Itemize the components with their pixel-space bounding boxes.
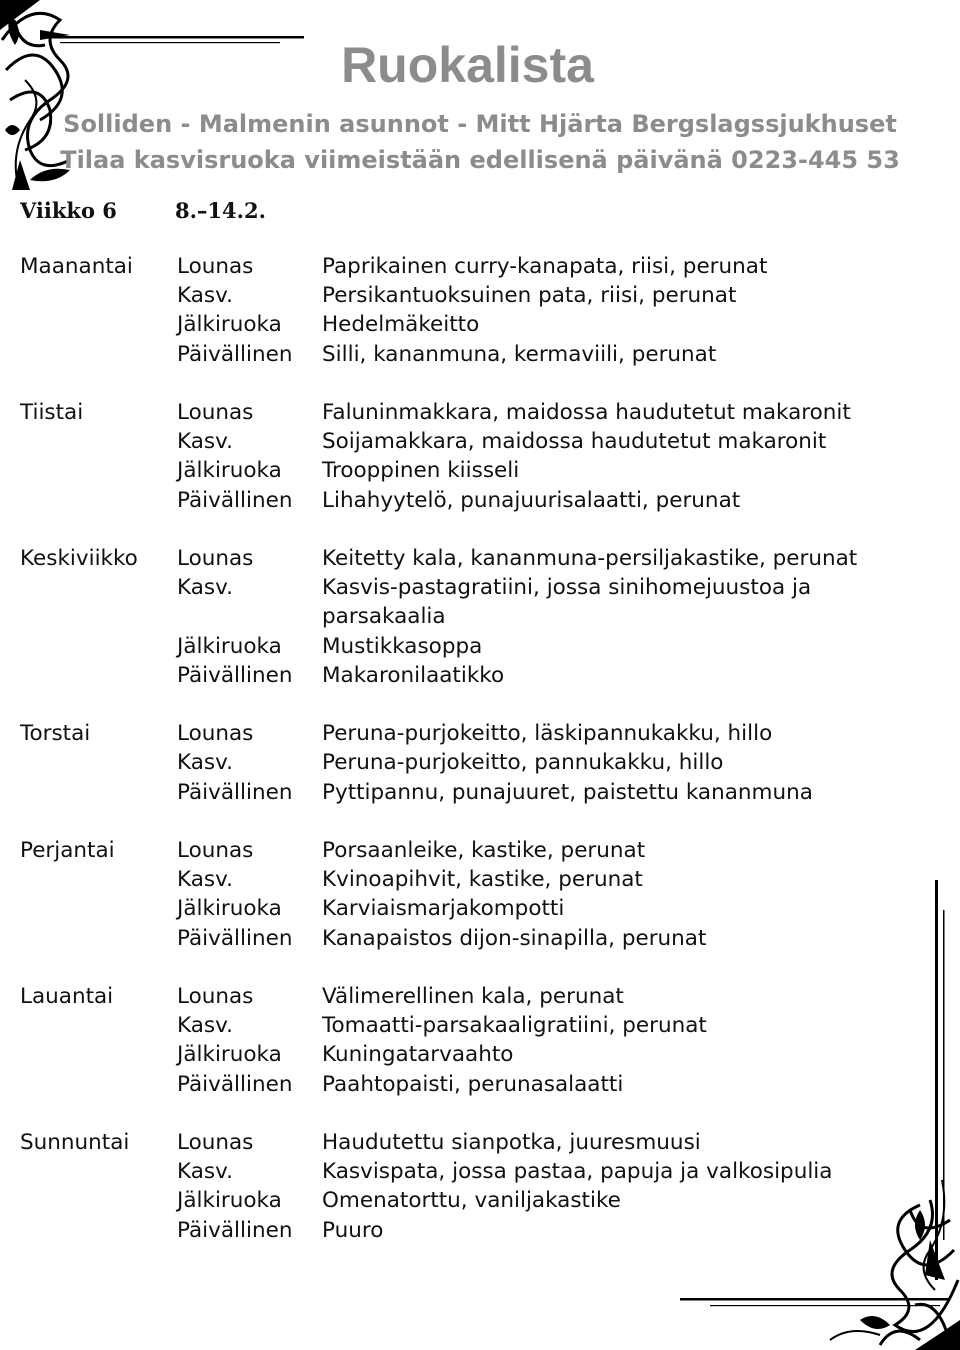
meal-row: [20, 632, 940, 661]
day-section: [20, 982, 940, 1099]
meal-row: [20, 748, 940, 777]
meal-type: Jälkiruoka: [177, 633, 282, 659]
meal-row: [20, 982, 940, 1011]
dish-description: Makaronilaatikko: [322, 662, 505, 688]
meal-type: Päivällinen: [177, 1071, 293, 1097]
dish-description: Silli, kananmuna, kermaviili, perunat: [322, 341, 717, 367]
meal-row: [20, 456, 940, 485]
dish-description: Karviaismarjakompotti: [322, 896, 565, 922]
meal-type: Kasv.: [177, 867, 233, 893]
meal-row: [20, 486, 940, 515]
meal-row: [20, 252, 940, 281]
day-name: Keskiviikko: [20, 546, 138, 571]
meal-type: Lounas: [177, 546, 254, 571]
dish-description: Paprikainen curry-kanapata, riisi, perunat: [322, 254, 768, 279]
dish-description: Kasvispata, jossa pastaa, papuja ja valkosipulia: [322, 1159, 833, 1185]
meal-row: [20, 398, 940, 427]
dish-description: Omenatorttu, vaniljakastike: [322, 1188, 621, 1214]
dish-description: Faluninmakkara, maidossa haudutetut makaronit: [322, 400, 851, 425]
meal-type: Lounas: [177, 254, 254, 279]
meal-type: Kasv.: [177, 1013, 233, 1039]
day-name: Tiistai: [20, 400, 84, 425]
dish-description: Porsaanleike, kastike, perunat: [322, 838, 646, 863]
meal-type: Päivällinen: [177, 662, 293, 688]
page-title: Ruokalista: [341, 37, 594, 93]
dish-description: Kuningatarvaahto: [322, 1042, 514, 1068]
day-name: Lauantai: [20, 984, 114, 1009]
meal-type: Jälkiruoka: [177, 1188, 282, 1214]
meal-row: [20, 427, 940, 456]
meal-row: [20, 778, 940, 807]
meal-row: [20, 1186, 940, 1215]
meal-row: [20, 310, 940, 339]
week-label: Viikko 6: [20, 198, 117, 223]
meal-row: [20, 1216, 940, 1245]
meal-type: Päivällinen: [177, 341, 293, 367]
meal-row: [20, 836, 940, 865]
meal-type: Päivällinen: [177, 1217, 293, 1243]
meal-row: [20, 1070, 940, 1099]
dish-description: Kanapaistos dijon-sinapilla, perunat: [322, 925, 707, 951]
subtitle-location: Solliden - Malmenin asunnot - Mitt Hjärta Bergslagssjukhuset: [63, 110, 897, 138]
day-name: Sunnuntai: [20, 1130, 130, 1155]
meal-row: [20, 865, 940, 894]
day-section: [20, 398, 940, 515]
meal-row: [20, 1011, 940, 1040]
meal-type: Jälkiruoka: [177, 1042, 282, 1068]
meal-type: Kasv.: [177, 750, 233, 776]
day-name: Maanantai: [20, 254, 133, 279]
meal-type: Lounas: [177, 400, 254, 425]
dish-description: Välimerellinen kala, perunat: [322, 984, 624, 1009]
meal-type: Päivällinen: [177, 925, 293, 951]
meal-type: Päivällinen: [177, 487, 293, 513]
day-section: [20, 719, 940, 807]
meal-row: [20, 719, 940, 748]
subtitle-order-info: Tilaa kasvisruoka viimeistään edellisenä päivänä 0223-445 53: [60, 146, 900, 174]
meal-type: Kasv.: [177, 283, 233, 309]
dish-description: Mustikkasoppa: [322, 633, 483, 659]
dish-description: Hedelmäkeitto: [322, 312, 480, 338]
week-dates: 8.–14.2.: [175, 198, 266, 223]
day-name: Torstai: [20, 721, 91, 747]
meal-type: Lounas: [177, 984, 254, 1009]
dish-description: Puuro: [322, 1217, 384, 1243]
meal-type: Jälkiruoka: [177, 312, 282, 338]
meal-type: Kasv.: [177, 575, 233, 601]
meal-row: [20, 894, 940, 923]
meal-type: Lounas: [177, 838, 254, 863]
dish-description: Pyttipannu, punajuuret, paistettu kananmuna: [322, 779, 813, 805]
dish-description: Peruna-purjokeitto, läskipannukakku, hillo: [322, 721, 773, 747]
dish-description: Tomaatti-parsakaaligratiini, perunat: [322, 1013, 707, 1039]
weekly-menu: [20, 252, 940, 1274]
dish-description: Paahtopaisti, perunasalaatti: [322, 1071, 624, 1097]
dish-description: Kasvis-pastagratiini, jossa sinihomejuustoa ja parsakaalia: [322, 575, 812, 630]
day-section: [20, 836, 940, 953]
meal-type: Jälkiruoka: [177, 896, 282, 922]
meal-row: [20, 1128, 940, 1157]
dish-description: Peruna-purjokeitto, pannukakku, hillo: [322, 750, 724, 776]
meal-row: [20, 281, 940, 310]
dish-description: Kvinoapihvit, kastike, perunat: [322, 867, 643, 893]
day-name: Perjantai: [20, 838, 115, 863]
meal-type: Lounas: [177, 1130, 254, 1155]
meal-type: Lounas: [177, 721, 254, 747]
day-section: [20, 544, 940, 690]
meal-row: [20, 661, 940, 690]
meal-type: Kasv.: [177, 429, 233, 455]
meal-type: Kasv.: [177, 1159, 233, 1185]
meal-row: [20, 924, 940, 953]
meal-type: Päivällinen: [177, 779, 293, 805]
dish-description: Lihahyytelö, punajuurisalaatti, perunat: [322, 487, 741, 513]
dish-description: Haudutettu sianpotka, juuresmuusi: [322, 1130, 701, 1155]
dish-description: Persikantuoksuinen pata, riisi, perunat: [322, 283, 737, 309]
day-section: [20, 1128, 940, 1245]
dish-description: Soijamakkara, maidossa haudutetut makaronit: [322, 429, 827, 455]
meal-row: [20, 544, 940, 573]
meal-row: [20, 1040, 940, 1069]
dish-description: Trooppinen kiisseli: [322, 458, 520, 484]
meal-row: [20, 1157, 940, 1186]
dish-description: Keitetty kala, kananmuna-persiljakastike, perunat: [322, 546, 858, 571]
meal-row: [20, 340, 940, 369]
day-section: [20, 252, 940, 369]
meal-type: Jälkiruoka: [177, 458, 282, 484]
meal-row: [20, 573, 940, 631]
